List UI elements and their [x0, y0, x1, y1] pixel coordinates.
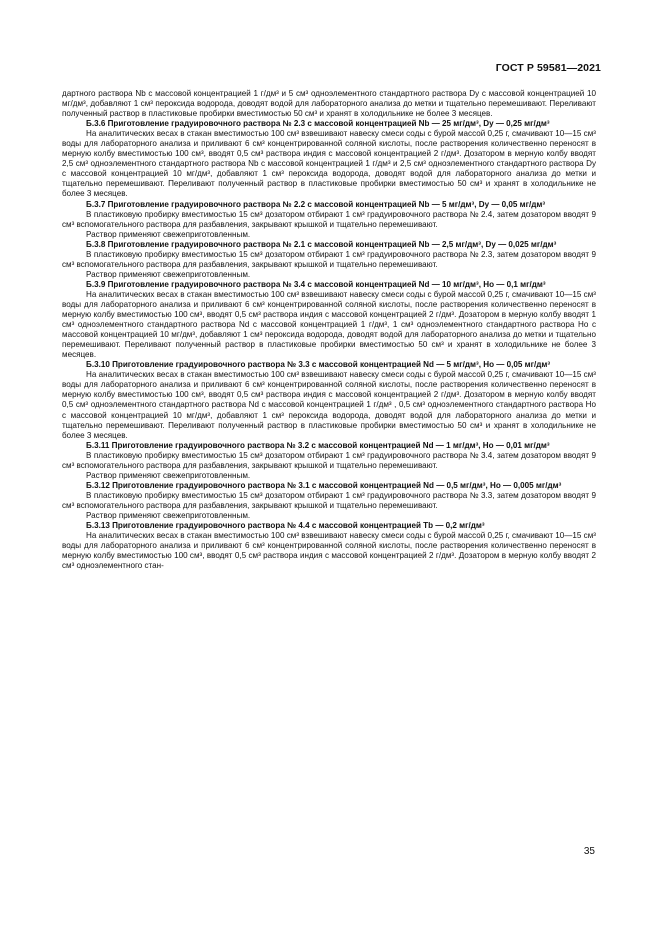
paragraph: дартного раствора Nb с массовой концентрацией 1 г/дм³ и 5 см³ одноэлементного стандартного раствора Dy с массовой концентрацией 10 мг/дм³, добавляют 1 см³ пероксида водорода, доводят водой для лабораторного анализа до метки и тщательно перемешивают. Переливают полученный раствор в пластиковые пробирки вместимостью 50 см³ и хранят в холодильнике не более 3 месяцев. [62, 89, 596, 119]
paragraph: В пластиковую пробирку вместимостью 15 см³ дозатором отбирают 1 см³ градуировочного раствора № 3.4, затем дозатором вводят 9 см³ вспомогательного раствора для разбавления, закрывают крышкой и тщательно перемешивают. [62, 450, 596, 470]
section-heading: Б.3.9 Приготовление градуировочного раствора № 3.4 с массовой концентрацией Nd — 10 мг/дм³, Ho — 0,1 мг/дм³ [86, 279, 546, 289]
document-header [496, 62, 601, 74]
section-heading: Б.3.10 Приготовление градуировочного раствора № 3.3 с массовой концентрацией Nd — 5 мг/дм³, Ho — 0,05 мг/дм³ [86, 360, 551, 370]
section-heading: Б.3.12 Приготовление градуировочного раствора № 3.1 с массовой концентрацией Nd — 0,5 мг/дм³, Ho — 0,005 мг/дм³ [86, 480, 562, 490]
section-heading: Б.3.13 Приготовление градуировочного раствора № 4.4 с массовой концентрацией Tb — 0,2 мг/дм³ [86, 521, 485, 531]
paragraph: На аналитических весах в стакан вместимостью 100 см³ взвешивают навеску смеси соды с бурой массой 0,25 г, смачивают 10—15 см³ воды для лабораторного анализа и приливают 6 см³ концентрированной соляной кислоты, после растворения количественно переносят в мерную колбу вместимостью 100 см³, вводят 0,5 см³ раствора индия с массовой концентрацией 2 г/дм³. Дозатором в мерную колбу вводят 1 см³ одноэлементного стандартного раствора Nd с массовой концентрацией 1 г/дм³, 1 см³ одноэлементного стандартного раствора Ho с массовой концентрацией 10 мг/дм³, добавляют 1 см³ пероксида водорода, доводят водой для лабораторного анализа до метки и тщательно перемешивают. Переливают полученный раствор в пластиковые пробирки вместимостью 50 см³ и хранят в холодильнике не более 3 месяцев. [62, 289, 596, 360]
paragraph: Раствор применяют свежеприготовленным. [86, 470, 251, 480]
paragraph: В пластиковую пробирку вместимостью 15 см³ дозатором отбирают 1 см³ градуировочного раствора № 2.3, затем дозатором вводят 9 см³ вспомогательного раствора для разбавления, закрывают крышкой и тщательно перемешивают. [62, 249, 596, 269]
paragraph: В пластиковую пробирку вместимостью 15 см³ дозатором отбирают 1 см³ градуировочного раствора № 3.3, затем дозатором вводят 9 см³ вспомогательного раствора для разбавления, закрывают крышкой и тщательно перемешивают. [62, 490, 596, 510]
section-heading: Б.3.11 Приготовление градуировочного раствора № 3.2 с массовой концентрацией Nd — 1 мг/дм³, Ho — 0,01 мг/дм³ [86, 440, 550, 450]
paragraph: В пластиковую пробирку вместимостью 15 см³ дозатором отбирают 1 см³ градуировочного раствора № 2.4, затем дозатором вводят 9 см³ вспомогательного раствора для разбавления, закрывают крышкой и тщательно перемешивают. [62, 209, 596, 229]
paragraph: Раствор применяют свежеприготовленным. [86, 269, 251, 279]
page-number: 35 [583, 846, 595, 857]
paragraph: На аналитических весах в стакан вместимостью 100 см³ взвешивают навеску смеси соды с бурой массой 0,25 г, смачивают 10—15 см³ воды для лабораторного анализа и приливают 6 см³ концентрированной соляной кислоты, после растворения количественно переносят в мерную колбу вместимостью 100 см³, вводят 0,5 см³ раствора индия с массовой концентрацией 2 г/дм³. Дозатором в мерную колбу вводят 2,5 см³ одноэлементного стандартного раствора Nb с массовой концентрацией 1 г/дм³ и 2,5 см³ одноэлементного стандартного раствора Dy с массовой концентрацией 10 мг/дм³, добавляют 1 см³ пероксида водорода, доводят водой для лабораторного анализа до метки и тщательно перемешивают. Переливают полученный раствор в пластиковые пробирки вместимостью 50 см³ и хранят в холодильнике не более 3 месяцев. [62, 129, 596, 199]
section-heading: Б.3.7 Приготовление градуировочного раствора № 2.2 с массовой концентрацией Nb — 5 мг/дм³, Dy — 0,05 мг/дм³ [86, 199, 546, 209]
paragraph: Раствор применяют свежеприготовленным. [86, 510, 251, 520]
section-heading: Б.3.6 Приготовление градуировочного раствора № 2.3 с массовой концентрацией Nb — 25 мг/дм³, Dy — 0,25 мг/дм³ [86, 119, 550, 129]
paragraph: Раствор применяют свежеприготовленным. [86, 229, 251, 239]
paragraph: На аналитических весах в стакан вместимостью 100 см³ взвешивают навеску смеси соды с бурой массой 0,25 г, смачивают 10—15 см³ воды для лабораторного анализа и приливают 6 см³ концентрированной соляной кислоты, после растворения количественно переносят в мерную колбу вместимостью 100 см³, вводят 0,5 см³ раствора индия с массовой концентрацией 2 г/дм³. Дозатором в мерную колбу вводят 0,5 см³ одноэлементного стандартного раствора Nd с массовой концентрацией 1 г/дм³ , 0,5 см³ одноэлементного стандартного раствора Ho с массовой концентрацией 10 мг/дм³, добавляют 1 см³ пероксида водорода, доводят водой для лабораторного анализа до метки и тщательно перемешивают. Переливают полученный раствор в пластиковые пробирки вместимостью 50 см³ и хранят в холодильнике не более 3 месяцев. [62, 370, 596, 440]
section-heading: Б.3.8 Приготовление градуировочного раствора № 2.1 с массовой концентрацией Nb — 2,5 мг/дм³, Dy — 0,025 мг/дм³ [86, 239, 557, 249]
paragraph: На аналитических весах в стакан вместимостью 100 см³ взвешивают навеску смеси соды с бурой массой 0,25 г, смачивают 10—15 см³ воды для лабораторного анализа и приливают 6 см³ концентрированной соляной кислоты, после растворения количественно переносят в мерную колбу вместимостью 100 см³, вводят 0,5 см³ раствора индия с массовой концентрацией 2 г/дм³. Дозатором в мерную колбу вводят 2 см³ одноэлементного стан- [62, 531, 596, 571]
standard-code: ГОСТ Р 59581—2021 [495, 62, 601, 74]
document-body [62, 89, 596, 571]
